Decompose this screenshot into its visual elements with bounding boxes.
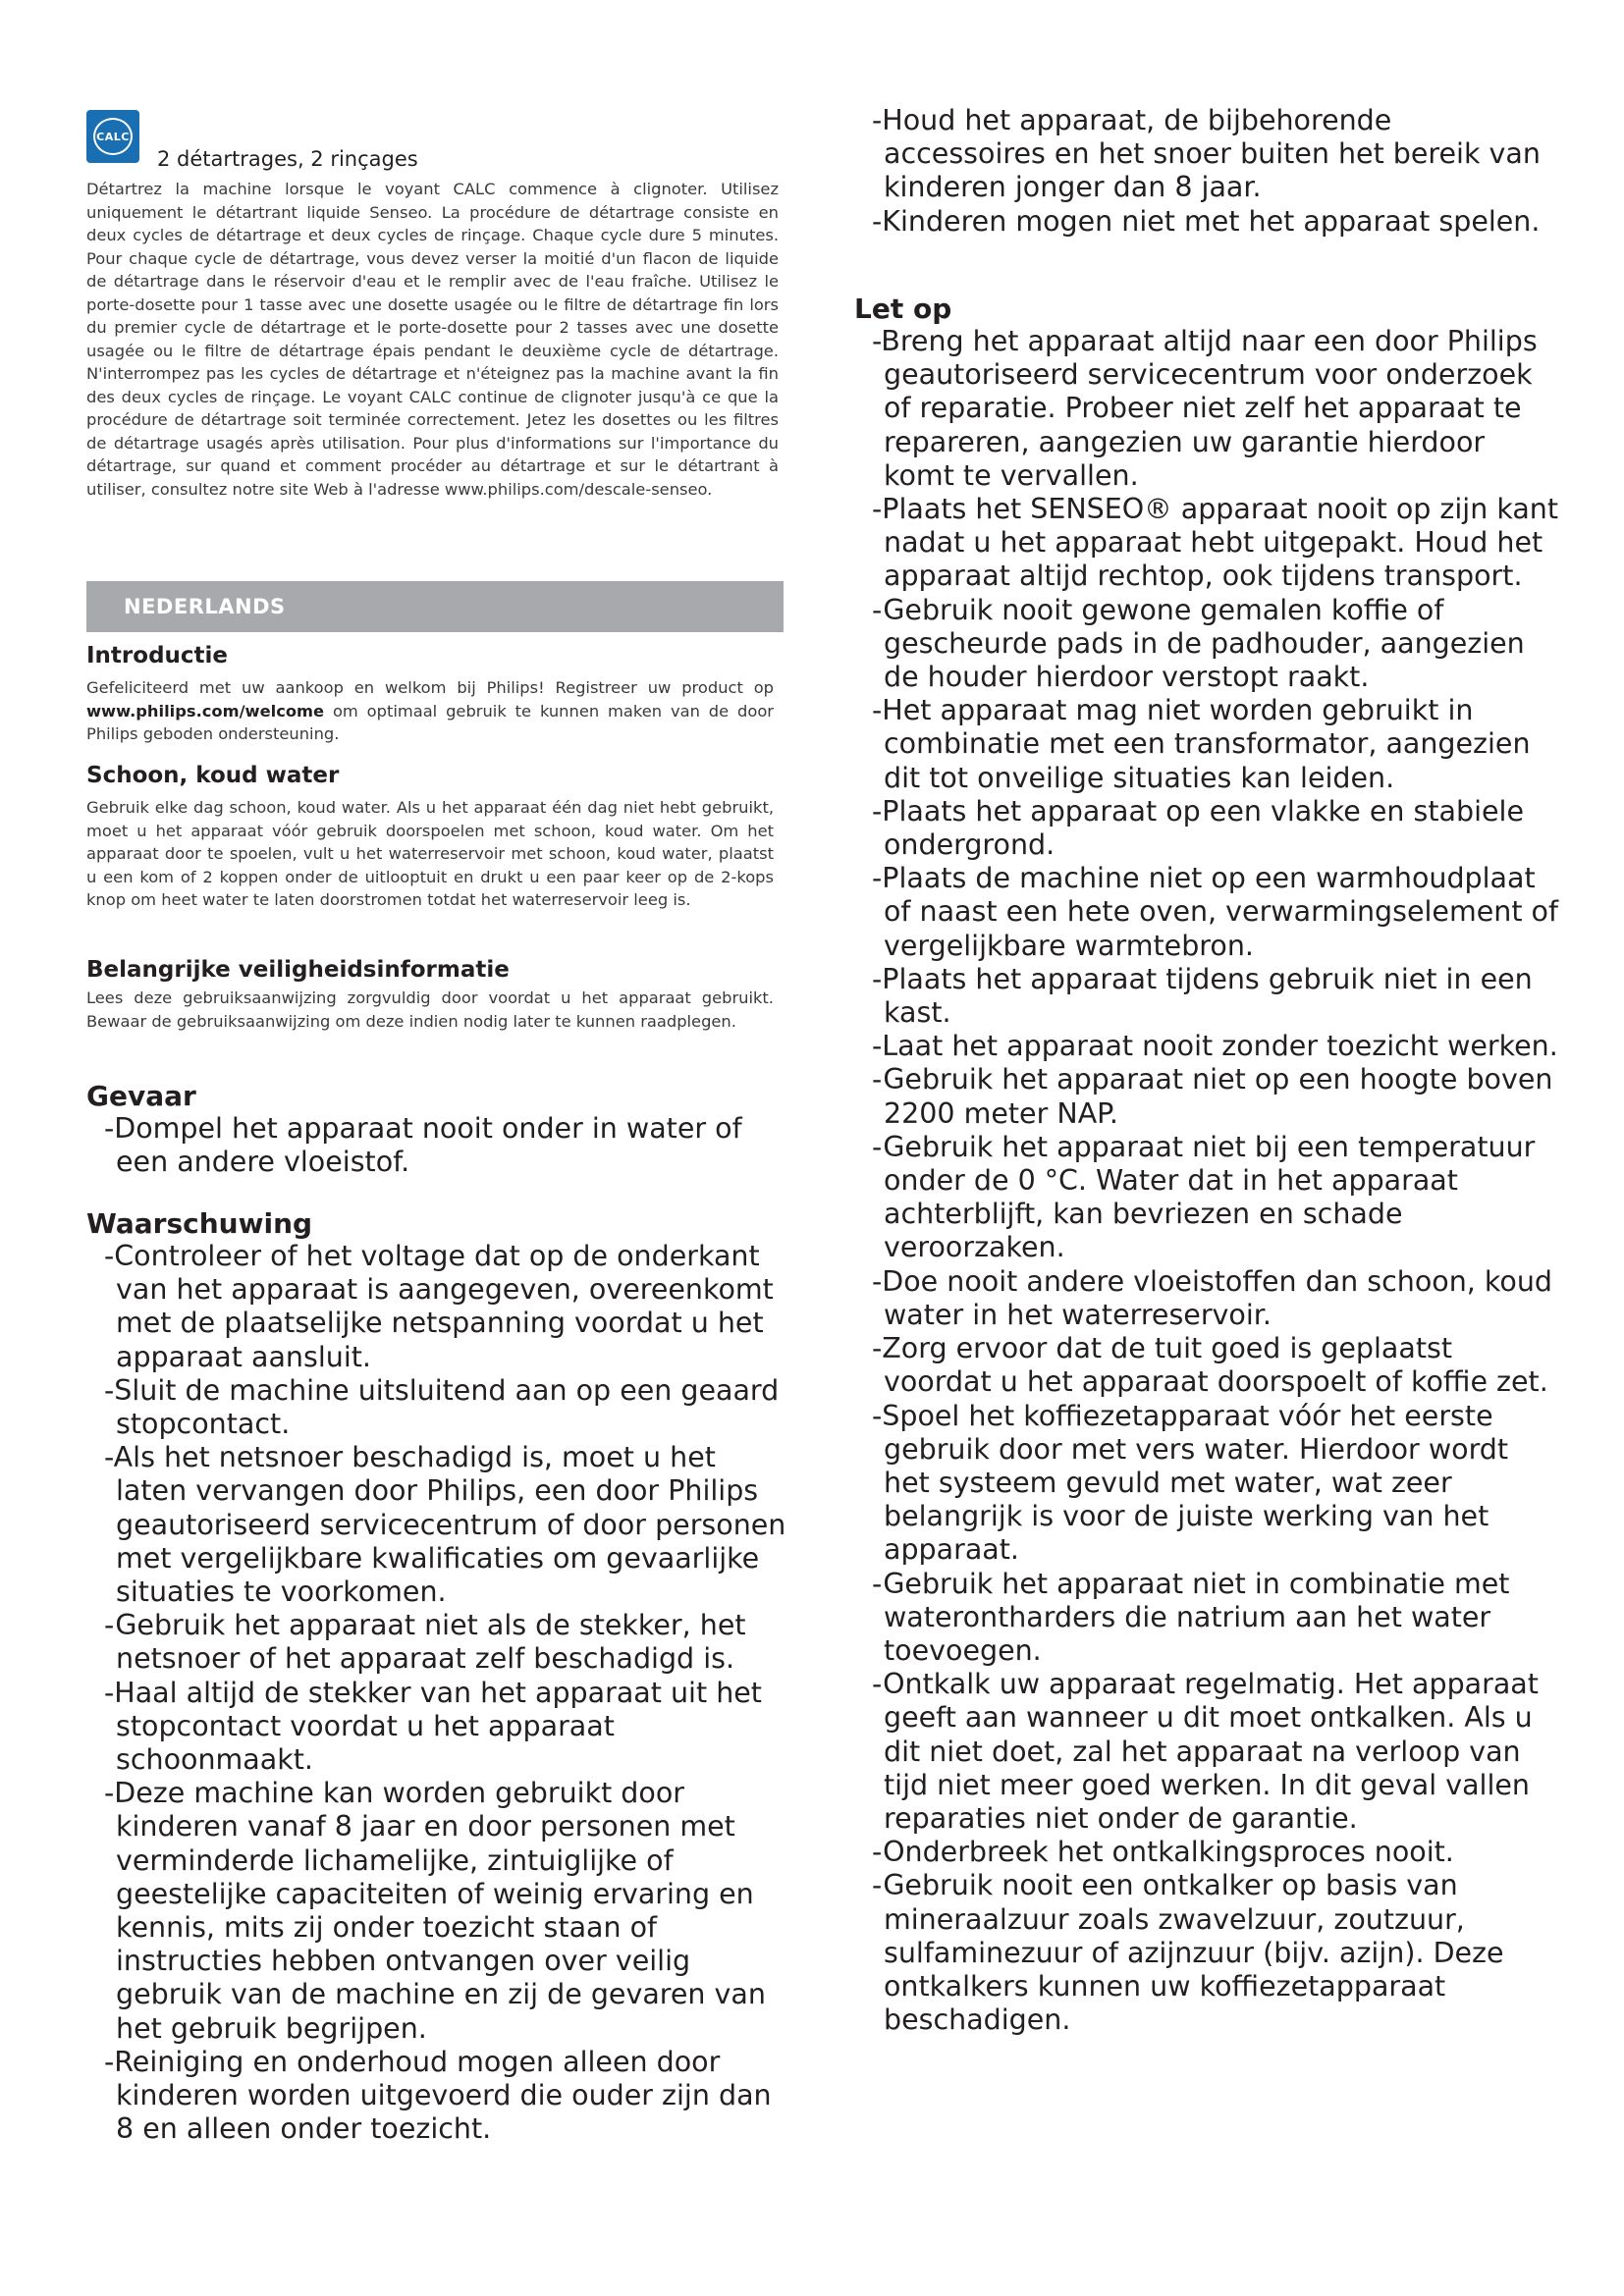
list-item: -Onderbreek het ontkalkingsproces nooit. xyxy=(872,1836,1454,1869)
list-item: -Reiniging en onderhoud mogen alleen door kinderen worden uitgevoerd die ouder zijn dan 8 en alleen onder toezicht. xyxy=(104,2045,772,2146)
waarschuwing-section xyxy=(86,1207,793,2146)
list-item: -Breng het apparaat altijd naar een door Philips geautoriseerd servicecentrum voor onderzoek of reparatie. Probeer niet zelf het apparaat te repareren, aangezien uw garantie hierdoor komt te vervallen. xyxy=(872,325,1538,492)
list-item: -Plaats het apparaat op een vlakke en stabiele ondergrond. xyxy=(872,794,1524,862)
letop-list xyxy=(854,325,1561,2037)
letop-section xyxy=(854,293,1561,2037)
veiligheid-paragraph: Lees deze gebruiksaanwijzing zorgvuldig door voordat u het apparaat gebruikt. Bewaar de gebruiksaanwijzing om deze indien nodig later te kunnen raadplegen. xyxy=(86,988,774,1031)
list-item: -Laat het apparaat nooit zonder toezicht werken. xyxy=(872,1030,1558,1063)
language-bar: NEDERLANDS xyxy=(86,581,784,632)
list-item: -Gebruik het apparaat niet in combinatie met waterontharders die natrium aan het water toevoegen. xyxy=(872,1567,1510,1667)
list-item: -Gebruik nooit een ontkalker op basis van mineraalzuur zoals zwavelzuur, zoutzuur, sulfaminezuur of azijnzuur (bijv. azijn). Deze ontkalkers kunnen uw koffiezetapparaat beschadigen. xyxy=(872,1869,1504,2037)
list-item: -Houd het apparaat, de bijbehorende accessoires en het snoer buiten het bereik van kinderen jonger dan 8 jaar. xyxy=(872,104,1541,204)
letop-title: Let op xyxy=(854,293,952,325)
schoon-paragraph: Gebruik elke dag schoon, koud water. Als u het apparaat één dag niet hebt gebruikt, moet u het apparaat vóór gebruik doorspoelen met schoon, koud water. Om het apparaat door te spoelen, vult u het waterreservoir met schoon, koud water, plaatst u een kom of 2 koppen onder de uitlooptuit en drukt u een paar keer op de 2-kops knop om heet water te laten doorstromen totdat het waterreservoir leeg is. xyxy=(86,798,774,909)
list-item: -Gebruik het apparaat niet op een hoogte boven 2200 meter NAP. xyxy=(872,1063,1553,1130)
list-item: -Ontkalk uw apparaat regelmatig. Het apparaat geeft aan wanneer u dit moet ontkalken. Als u dit niet doet, zal het apparaat na verloop van tijd niet meer goed werken. In dit geval vallen reparaties niet onder de garantie. xyxy=(872,1668,1539,1835)
list-item: -Haal altijd de stekker van het apparaat uit het stopcontact voordat u het apparaat schoonmaakt. xyxy=(104,1676,762,1777)
introductie-paragraph: Gefeliciteerd met uw aankoop en welkom bij Philips! Registreer uw product op www.philips.com/welcome om optimaal gebruik te kunnen maken van de door Philips geboden ondersteuning. xyxy=(86,678,774,743)
gevaar-list xyxy=(86,1112,793,1179)
waarschuwing-continued xyxy=(854,104,1561,239)
list-item: -Deze machine kan worden gebruikt door kinderen vanaf 8 jaar en door personen met verminderde lichamelijke, zintuiglijke of geestelijke capaciteiten of weinig ervaring en kennis, mits zij onder toezicht staan of instructies hebben ontvangen over veilig gebruik van de machine en zij de gevaren van het gebruik begrijpen. xyxy=(104,1777,766,2045)
list-item: -Doe nooit andere vloeistoffen dan schoon, koud water in het waterreservoir. xyxy=(872,1264,1553,1331)
list-item: -Spoel het koffiezetapparaat vóór het eerste gebruik door met vers water. Hierdoor wordt het systeem gevuld met water, wat zeer belangrijk is voor de juiste werking van het apparaat. xyxy=(872,1399,1509,1567)
schoon-title: Schoon, koud water xyxy=(86,763,340,788)
calc-icon: CALC xyxy=(86,110,139,163)
list-item: -Zorg ervoor dat de tuit goed is geplaatst voordat u het apparaat doorspoelt of koffie zet. xyxy=(872,1332,1548,1399)
waarschuwing-title: Waarschuwing xyxy=(86,1207,313,1240)
list-item: -Plaats het apparaat tijdens gebruik niet in een kast. xyxy=(872,962,1533,1030)
gevaar-section xyxy=(86,1080,793,1179)
list-item: -Als het netsnoer beschadigd is, moet u het laten vervangen door Philips, een door Philips geautoriseerd servicecentrum of door personen met vergelijkbare kwalificaties om gevaarlijke situaties te voorkomen. xyxy=(104,1441,786,1609)
list-item: -Plaats de machine niet op een warmhoudplaat of naast een hete oven, verwarmingselement of vergelijkbare warmtebron. xyxy=(872,862,1559,962)
waarschuwing-continued-list xyxy=(854,104,1561,239)
list-item: -Controleer of het voltage dat op de onderkant van het apparaat is aangegeven, overeenkomt met de plaatselijke netspanning voordat u het apparaat aansluit. xyxy=(104,1240,774,1373)
list-item: -Dompel het apparaat nooit onder in water of een andere vloeistof. xyxy=(104,1112,742,1179)
list-item: -Gebruik het apparaat niet als de stekker, het netsnoer of het apparaat zelf beschadigd is. xyxy=(104,1609,746,1676)
list-item: -Gebruik nooit gewone gemalen koffie of gescheurde pads in de padhouder, aangezien de houder hierdoor verstopt raakt. xyxy=(872,593,1525,694)
welcome-link[interactable]: www.philips.com/welcome xyxy=(86,701,325,721)
list-item: -Plaats het SENSEO® apparaat nooit op zijn kant nadat u het apparaat hebt uitgepakt. Houd het apparaat altijd rechtop, ook tijdens transport. xyxy=(872,493,1559,593)
waarschuwing-list xyxy=(86,1240,793,2146)
calc-paragraph: Détartrez la machine lorsque le voyant CALC commence à clignoter. Utilisez uniquement le détartrant liquide Senseo. La procédure de détartrage consiste en deux cycles de détartrage et deux cycles de rinçage. Chaque cycle dure 5 minutes. Pour chaque cycle de détartrage, vous devez verser la moitié d'un flacon de liquide de détartrage dans le réservoir d'eau et le remplir avec de l'eau fraîche. Utilisez le porte-dosette pour 1 tasse avec une dosette usagée ou le filtre de détartrage fin lors du premier cycle de détartrage et le porte-dosette pour 2 tasses avec une dosette usagée ou le filtre de détartrage épais pendant le deuxième cycle de détartrage. N'interrompez pas les cycles de détartrage et n'éteignez pas la machine avant la fin des deux cycles de rinçage. Le voyant CALC continue de clignoter jusqu'à ce que la procédure de détartrage soit terminée correctement. Jetez les dosettes ou les filtres de détartrage usagés après utilisation. Pour plus d'informations sur l'importance du détartrage, sur quand et comment procéder au détartrage et sur le détartrant à utiliser, consultez notre site Web à l'adresse www.philips.com/descale-senseo. xyxy=(86,180,779,499)
veiligheid-title: Belangrijke veiligheidsinformatie xyxy=(86,957,510,983)
gevaar-title: Gevaar xyxy=(86,1080,196,1112)
list-item: -Sluit de machine uitsluitend aan op een geaard stopcontact. xyxy=(104,1373,780,1441)
list-item: -Kinderen mogen niet met het apparaat spelen. xyxy=(872,204,1541,238)
list-item: -Gebruik het apparaat niet bij een temperatuur onder de 0 °C. Water dat in het apparaat achterblijft, kan bevriezen en schade veroorzaken. xyxy=(872,1130,1536,1264)
list-item: -Het apparaat mag niet worden gebruikt in combinatie met een transformator, aangezien dit tot onveilige situaties kan leiden. xyxy=(872,694,1531,794)
introductie-title: Introductie xyxy=(86,643,229,668)
calc-heading: 2 détartrages, 2 rinçages xyxy=(157,147,418,171)
